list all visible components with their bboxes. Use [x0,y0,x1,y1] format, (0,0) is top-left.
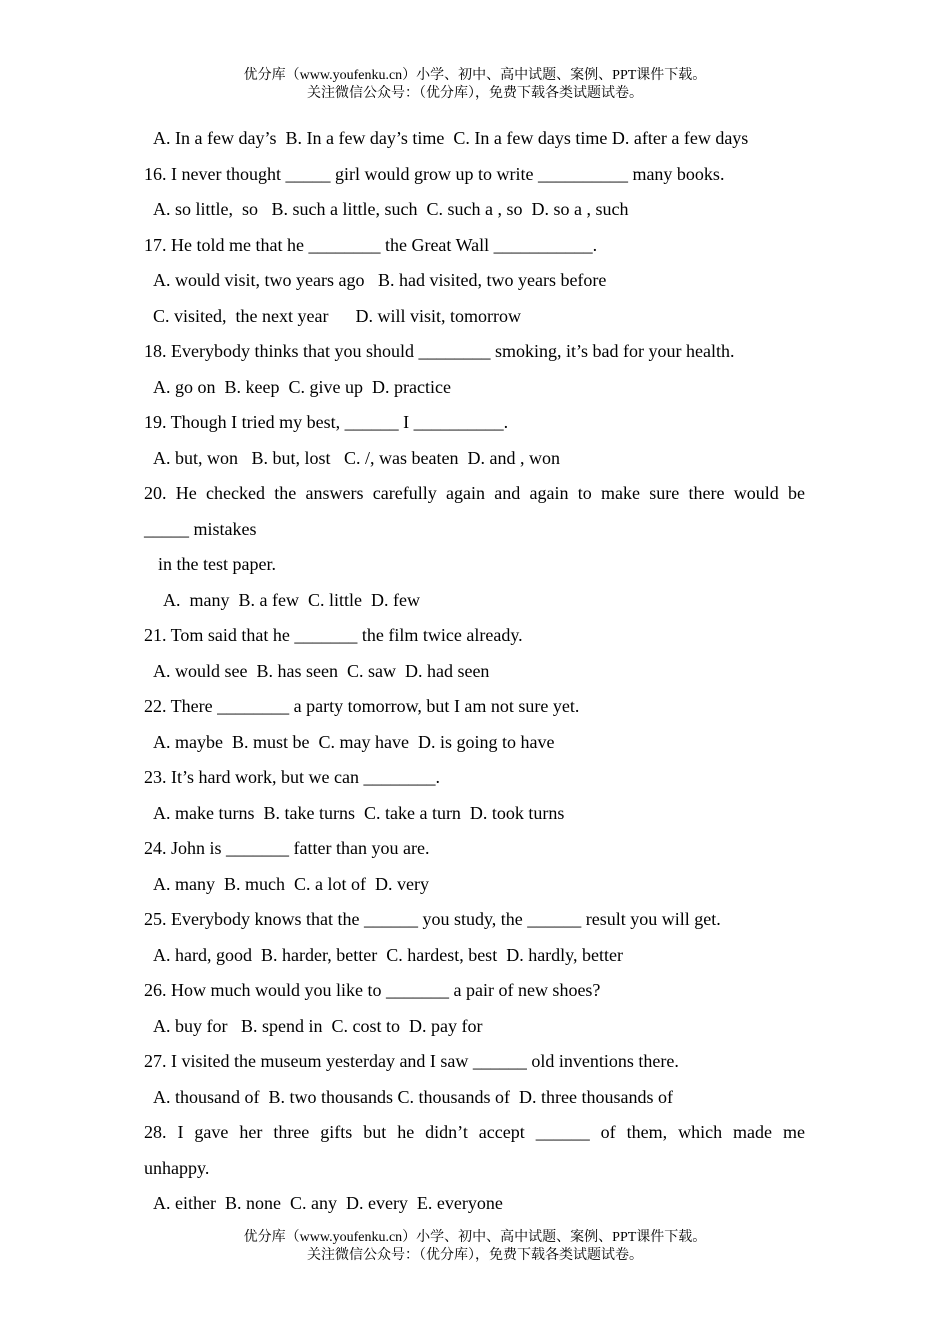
question-list [144,121,805,1222]
header-line-1: 优分库（www.youfenku.cn）小学、初中、高中试题、案例、PPT课件下载。 [243,68,707,83]
q24-stem: 24. John is _______ fatter than you are. [144,838,430,858]
q24-options: A. many B. much C. a lot of D. very [153,873,429,894]
q20-stem-line-3: in the test paper. [158,554,276,574]
q22-stem: 22. There ________ a party tomorrow, but I am not sure yet. [144,696,580,716]
q28-options: A. either B. none C. any D. every E. everyone [153,1193,503,1213]
page-header [0,67,950,103]
q19-stem: 19. Though I tried my best, ______ I __________. [144,412,509,432]
q26-stem: 26. How much would you like to _______ a pair of new shoes? [144,980,601,1000]
q18-stem: 18. Everybody thinks that you should ________ smoking, it’s bad for your health. [144,341,735,361]
q23-stem: 23. It’s hard work, but we can ________. [144,767,440,787]
q27-options: A. thousand of B. two thousands C. thousands of D. three thousands of [153,1086,673,1107]
q16-options: A. so little, so B. such a little, such C. such a , so D. so a , such [153,199,629,219]
q21-stem: 21. Tom said that he _______ the film twice already. [144,625,523,645]
q21-options: A. would see B. has seen C. saw D. had seen [153,660,490,681]
header-line-2: 关注微信公众号：（优分库），免费下载各类试题试卷。 [307,86,643,101]
page-footer [0,1229,950,1265]
q28-stem-line-2: unhappy. [144,1157,210,1178]
q15-options: A. In a few day’s B. In a few day’s time C. In a few days time D. after a few days [153,128,749,148]
q26-options: A. buy for B. spend in C. cost to D. pay for [153,1015,483,1036]
footer-line-2: 关注微信公众号：（优分库），免费下载各类试题试卷。 [307,1248,643,1263]
q25-options: A. hard, good B. harder, better C. hardest, best D. hardly, better [153,944,623,965]
q16-stem: 16. I never thought _____ girl would grow up to write __________ many books. [144,163,725,184]
q17-options-line-2: C. visited, the next year D. will visit, tomorrow [153,305,521,326]
q27-stem: 27. I visited the museum yesterday and I saw ______ old inventions there. [144,1051,679,1071]
q20-options: A. many B. a few C. little D. few [163,589,420,610]
q17-stem: 17. He told me that he ________ the Great Wall ___________. [144,234,598,255]
q20-stem-line-2: _____ mistakes [144,518,257,539]
q17-options-line-1: A. would visit, two years ago B. had visited, two years before [153,270,607,290]
q22-options: A. maybe B. must be C. may have D. is going to have [153,731,555,752]
q23-options: A. make turns B. take turns C. take a turn D. took turns [153,802,565,823]
q18-options: A. go on B. keep C. give up D. practice [153,376,451,397]
q19-options: A. but, won B. but, lost C. /, was beaten D. and , won [153,447,560,468]
q28-stem-line-1: 28. I gave her three gifts but he didn’t accept ______ of them, which made me [144,1122,805,1142]
q25-stem: 25. Everybody knows that the ______ you study, the ______ result you will get. [144,909,721,929]
footer-line-1: 优分库（www.youfenku.cn）小学、初中、高中试题、案例、PPT课件下载。 [243,1230,707,1245]
q20-stem-line-1: 20. He checked the answers carefully again and again to make sure there would be [144,483,805,503]
